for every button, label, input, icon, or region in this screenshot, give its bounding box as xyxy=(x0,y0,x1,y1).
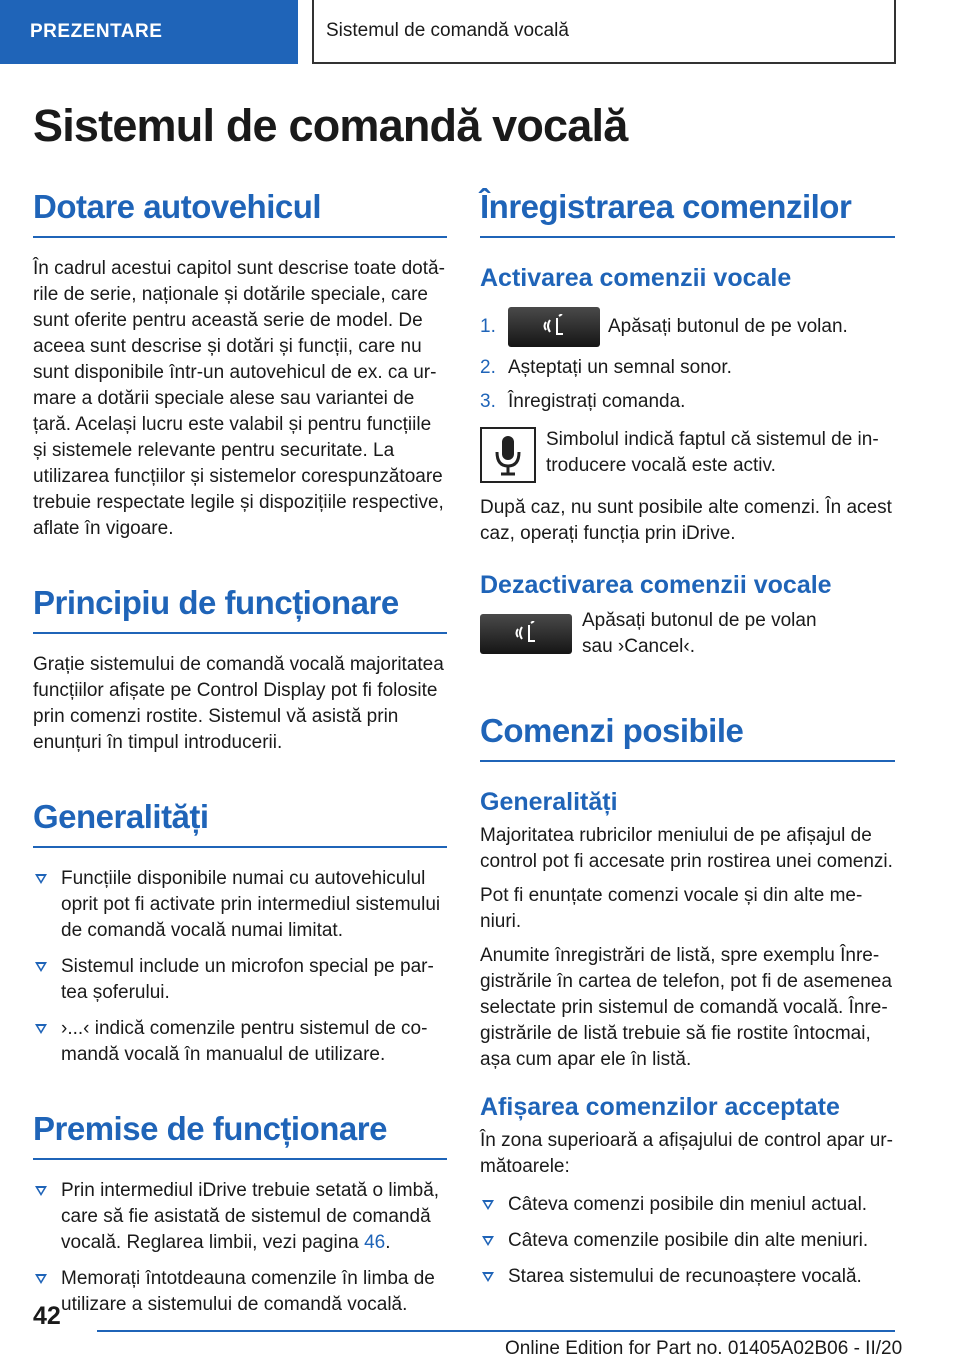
comenzi-p3: Anumite înregistrări de listă, spre exemplu Înregistrările în cartea de telefon, pot fi de asemenea selectate prin sistemul de comandă vocală. Înregistrările de listă trebuie să fie rostite întocmai, așa cum apar ele în listă. xyxy=(480,945,892,1071)
afisarea-subheading: Afișarea comenzilor acceptate xyxy=(480,1093,840,1122)
page-number: 42 xyxy=(33,1302,61,1330)
step-number: 3. xyxy=(480,391,496,413)
triangle-bullet-icon xyxy=(482,1236,494,1246)
triangle-bullet-icon xyxy=(35,1274,47,1284)
activare-subheading: Activarea comenzii vocale xyxy=(480,264,792,292)
list-item-text: Prin intermediul iDrive trebuie setată o limbă, care să fie asistată de sistemul de comandă vocală. Reglarea limbii, vezi pagina xyxy=(61,1180,440,1253)
step-number: 1. xyxy=(480,316,496,337)
comenzi-p2: Pot fi enunțate comenzi vocale și din alte meniuri. xyxy=(480,885,863,933)
dotare-heading: Dotare autovehicul xyxy=(33,188,447,238)
dezactivare-subheading: Dezactivarea comenzii vocale xyxy=(480,571,832,600)
step-item xyxy=(480,307,895,347)
comenzi-generalitati-subheading: Generalități xyxy=(480,788,618,817)
list-item xyxy=(33,1178,447,1256)
chapter-tab xyxy=(312,0,896,64)
list-item-end: . xyxy=(385,1232,391,1253)
list-item-text: Câteva comenzile posibile din alte meniuri. xyxy=(508,1230,869,1252)
list-item xyxy=(480,1228,895,1254)
left-column xyxy=(33,188,447,1318)
inregistrarea-heading: Înregistrarea comenzilor xyxy=(480,188,895,238)
triangle-bullet-icon xyxy=(482,1272,494,1282)
list-item-text: Funcțiile disponibile numai cu autovehiculul oprit pot fi activate prin intermediul sistemului de comandă vocală numai limitat. xyxy=(61,868,441,941)
mic-note-text: Simbolul indică faptul că sistemul de introducere vocală este activ. xyxy=(546,429,879,477)
step-item xyxy=(480,389,895,415)
list-item xyxy=(480,1264,895,1290)
chapter-tab-label: Sistemul de comandă vocală xyxy=(326,20,569,41)
triangle-bullet-icon xyxy=(35,962,47,972)
comenzi-heading: Comenzi posibile xyxy=(480,712,895,762)
generalitati-list xyxy=(33,866,447,1068)
afisarea-text: În zona superioară a afișajului de control apar următoarele: xyxy=(480,1130,893,1178)
list-item-text: Câteva comenzi posibile din meniul actual. xyxy=(508,1194,868,1216)
voice-command-button-icon xyxy=(508,307,600,347)
section-tab-label: PREZENTARE xyxy=(30,21,163,42)
mic-note-row xyxy=(480,427,895,483)
step-text: Așteptați un semnal sonor. xyxy=(508,357,732,379)
activare-steps xyxy=(480,307,895,415)
premise-list xyxy=(33,1178,447,1318)
activare-after-text: După caz, nu sunt posibile alte comenzi. În acest caz, operați funcția prin iDrive. xyxy=(480,497,892,545)
microphone-symbol-icon xyxy=(480,427,536,483)
list-item xyxy=(33,1016,447,1068)
list-item-text: Starea sistemului de recunoaștere vocală. xyxy=(508,1266,862,1288)
dotare-text: În cadrul acestui capitol sunt descrise toate dotările de serie, naționale și dotările speciale, care sunt oferite pentru această serie de model. De aceea sunt descrise și dotări și funcții, care nu sunt disponibile într-un autovehicul de ex. ca urmare a dotării speciale alese sau variantei de țară. Același lucru este valabil și pentru funcțiile și sistemele relevante pentru securitate. La utilizarea funcțiilor și sistemelor corespunzătoare trebuie respectate legile și dispozițiile respective, aflate în vigoare. xyxy=(33,258,445,539)
page-title: Sistemul de comandă vocală xyxy=(33,100,628,151)
principiu-text: Grație sistemului de comandă vocală majoritatea funcțiilor afișate pe Control Display pot fi folosite prin comenzi rostite. Sistemul vă asistă prin enunțuri în timpul introducerii. xyxy=(33,654,444,753)
triangle-bullet-icon xyxy=(35,874,47,884)
dezactivare-row xyxy=(480,608,895,660)
list-item xyxy=(33,954,447,1006)
comenzi-p1: Majoritatea rubricilor meniului de pe afișajul de control pot fi accesate prin rostirea unei comenzi. xyxy=(480,825,893,873)
list-item-text: Memorați întotdeauna comenzile în limba de utilizare a sistemului de comandă vocală. xyxy=(61,1268,435,1315)
voice-command-button-icon xyxy=(480,614,572,654)
list-item xyxy=(480,1192,895,1218)
list-item-text: ›...‹ indică comenzile pentru sistemul de comandă vocală în manualul de utilizare. xyxy=(61,1018,428,1065)
dezactivare-line1: Apăsați butonul de pe volan xyxy=(582,610,817,632)
list-item xyxy=(33,866,447,944)
generalitati-heading: Generalități xyxy=(33,798,447,848)
section-tab xyxy=(0,0,298,64)
triangle-bullet-icon xyxy=(482,1200,494,1210)
triangle-bullet-icon xyxy=(35,1024,47,1034)
afisarea-list xyxy=(480,1192,895,1290)
step-text: Apăsați butonul de pe volan. xyxy=(608,316,848,338)
step-text: Înregistrați comanda. xyxy=(508,391,686,413)
step-number: 2. xyxy=(480,357,496,379)
footer-edition: Online Edition for Part no. 01405A02B06 - II/20 xyxy=(505,1338,903,1359)
list-item xyxy=(33,1266,447,1318)
triangle-bullet-icon xyxy=(35,1186,47,1196)
premise-heading: Premise de funcționare xyxy=(33,1110,447,1160)
dezactivare-line2: sau ›Cancel‹. xyxy=(582,636,695,658)
list-item-text: Sistemul include un microfon special pe partea șoferului. xyxy=(61,956,434,1003)
step-item xyxy=(480,355,895,381)
footer-divider xyxy=(97,1330,895,1332)
page-link[interactable]: 46 xyxy=(364,1232,386,1253)
right-column xyxy=(480,188,895,1290)
principiu-heading: Principiu de funcționare xyxy=(33,584,447,634)
